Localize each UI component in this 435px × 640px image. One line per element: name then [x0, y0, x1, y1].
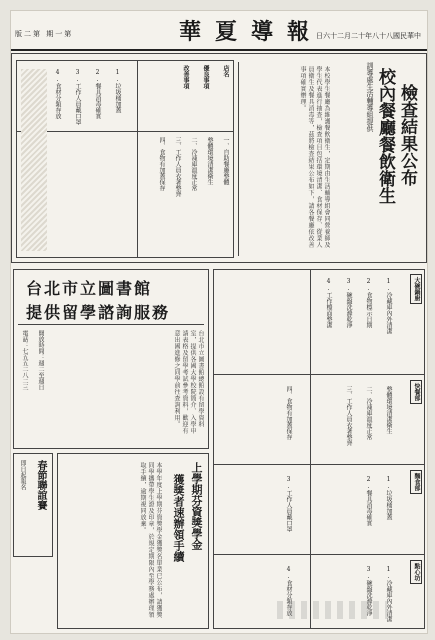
grid-item-1: 整體環境清潔衛生 — [385, 386, 392, 434]
grid-note-1: 1.冷藏庫內外清潔 — [385, 278, 392, 334]
left-item-5: 四、食物有加蓋保存 — [158, 137, 165, 191]
store-4-label: 點心坊 — [410, 560, 422, 584]
scholarship-article — [57, 453, 209, 629]
article-body: 本校學生餐廳為維護餐飲衛生，定期由生活輔導組會同營養師及學生代表進行抽查，檢查項目包括環境清潔、食材保存、從業人員衛生及餐具消毒等，茲將檢查結果公布如下，請各餐廳依改善事項確實辦理。 — [299, 66, 330, 248]
library-ad — [13, 269, 209, 449]
headline-line-1: 校內餐廳餐飲衛生 — [375, 68, 395, 204]
left-item-2: 整體環境清潔衛生 — [206, 137, 213, 185]
grid-row4-3: 4.食材分類存放 — [285, 566, 292, 616]
grid-note-2: 2.食物標示日期 — [365, 278, 372, 328]
grid-row3-3: 3.工作人員戴口罩 — [285, 476, 292, 532]
left-note-2: 2.餐具消毒確實 — [94, 69, 101, 119]
store-3-label: 麵食部 — [410, 470, 422, 494]
hygiene-article — [11, 53, 427, 263]
grid-row4-1: 1.冷藏庫內外清潔 — [385, 566, 392, 622]
store-inspection-grid — [213, 269, 425, 629]
left-note-3: 3.工作人員戴口罩 — [74, 69, 81, 125]
event-box — [13, 453, 53, 557]
inspection-table — [16, 60, 234, 258]
library-title-2: 提供留學諮詢服務 — [26, 303, 171, 322]
grid-item-2: 二、冷凍庫溫度正常 — [365, 386, 372, 440]
library-title-1: 台北市立圖書館 — [26, 279, 153, 298]
newspaper-page — [10, 10, 428, 634]
left-item-4: 三、工作人員衣著整齊 — [174, 137, 181, 197]
grid-note-3: 3.碗盤洗滌乾淨 — [345, 278, 352, 328]
grid-item-3: 三、工作人員衣著整齊 — [345, 386, 352, 446]
grid-row4-2: 3.碗盤洗滌乾淨 — [365, 566, 372, 616]
left-item-3: 二、冷凍庫溫度正常 — [190, 137, 197, 191]
issue-label: 版二第 期一第 — [15, 30, 74, 38]
shaded-panel — [21, 69, 47, 251]
grid-item-4: 四、食物有加蓋保存 — [285, 386, 292, 440]
archive-watermark — [277, 601, 387, 619]
left-note-1: 1.垃圾桶加蓋 — [114, 69, 121, 113]
col-improve-header: 改善事項 — [182, 65, 189, 89]
event-title: 春節聯誼賽 — [35, 460, 46, 510]
left-note-4: 4.食材分類存放 — [54, 69, 61, 119]
scholarship-body: 本學年度上學期芬資獎學金獲獎名單業已公布，請獲獎同學攜帶學生證及印章，於規定期限內至學務處辦理領取手續，逾期視同放棄。 — [139, 462, 162, 618]
headline-line-2: 檢查結果公布 — [397, 84, 417, 186]
col-good-header: 優良事項 — [202, 65, 209, 89]
scholarship-title-1: 上學期芬資獎學金 — [190, 462, 203, 550]
store-1-label: 大碗鍋廚 — [410, 274, 422, 304]
issue-date: 日六十二月二十年八十八國民華中 — [316, 32, 421, 40]
grid-row3-1: 1.垃圾桶加蓋 — [385, 476, 392, 520]
paper-name: 華夏導報 — [179, 19, 324, 45]
store-2-label: 快餐部 — [410, 380, 422, 404]
library-body: 台北市立圖書館總館設有留學資料室，提供各國大學校院簡介、入學申請表格及留學考試參考資料，歡迎有意出國進修之同學前往查詢利用。 — [173, 330, 204, 434]
left-item-1: 一、自助餐廳整體 — [222, 137, 229, 185]
col-store-header: 店名 — [222, 65, 229, 77]
masthead — [11, 11, 427, 51]
library-hours: 開放時間：週二至週日 — [37, 330, 44, 390]
scholarship-title-2: 獲獎者速辦領手續 — [172, 474, 185, 562]
grid-note-4: 4.工作檯面整潔 — [325, 278, 332, 328]
article-subtitle: 訓導處生活輔導組提供 — [366, 62, 374, 132]
event-sub: 即日起報名 — [19, 460, 26, 490]
library-phone: 電話：七五五二八二三 — [21, 330, 28, 390]
grid-row3-2: 2.餐具消毒確實 — [365, 476, 372, 526]
